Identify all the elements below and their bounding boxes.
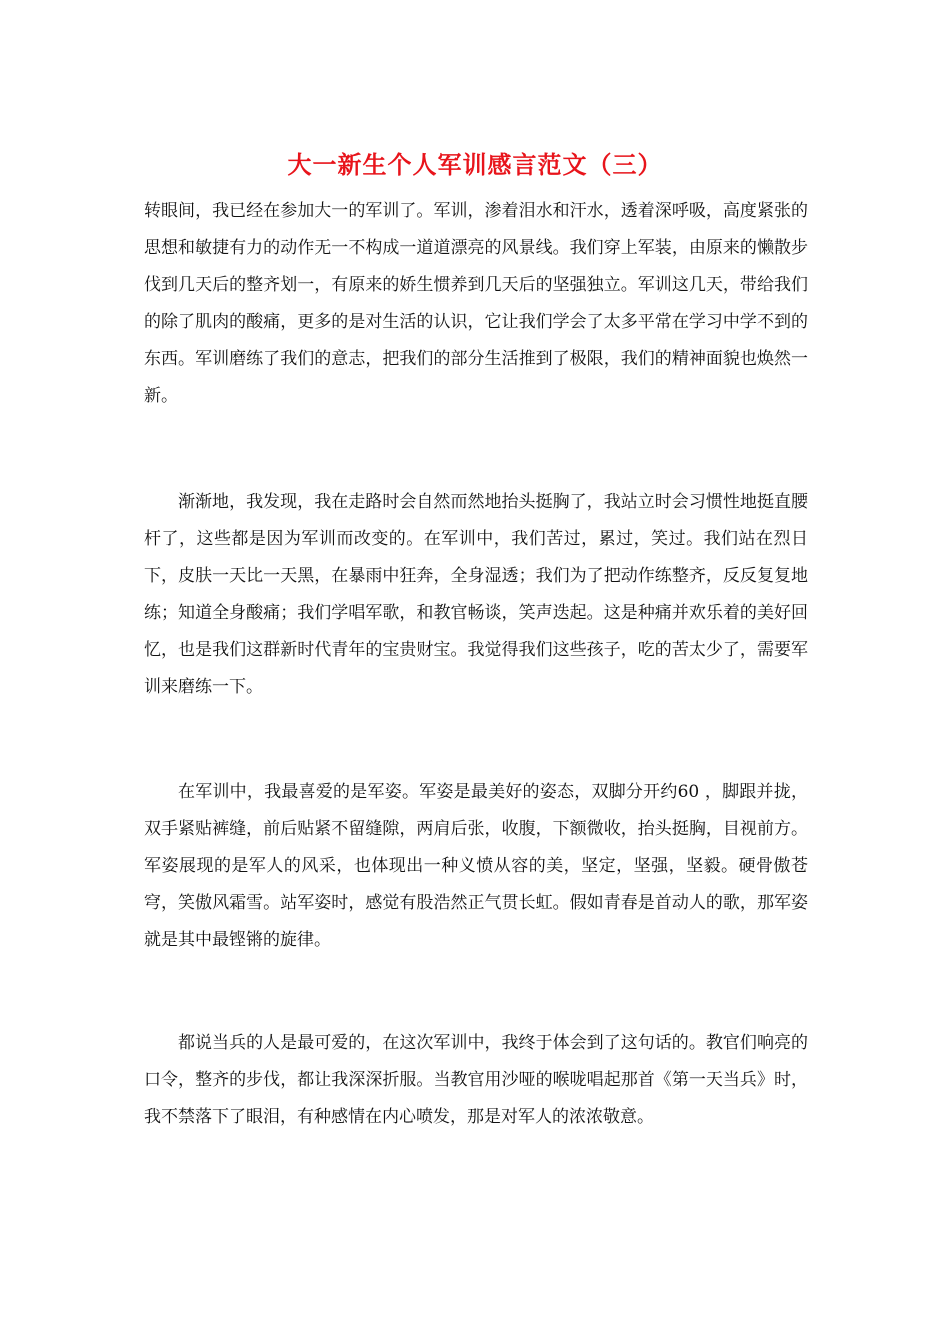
paragraph-4: 都说当兵的人是最可爱的，在这次军训中，我终于体会到了这句话的。教官们响亮的口令，整齐的步伐，都让我深深折服。当教官用沙哑的喉咙唱起那首《第一天当兵》时，我不禁落下了眼泪，有种感情在内心喷发，那是对军人的浓浓敬意。: [144, 1033, 808, 1127]
document-title: 大一新生个人军训感言范文（三）: [287, 150, 663, 179]
paragraph-1: 转眼间，我已经在参加大一的军训了。军训，渗着泪水和汗水，透着深呼吸，高度紧张的思想和敏捷有力的动作无一不构成一道道漂亮的风景线。我们穿上军装，由原来的懒散步伐到几天后的整齐划一，有原来的娇生惯养到几天后的坚强独立。军训这几天，带给我们的除了肌肉的酸痛，更多的是对生活的认识，它让我们学会了太多平常在学习中学不到的东西。军训磨练了我们的意志，把我们的部分生活推到了极限，我们的精神面貌也焕然一新。: [144, 201, 808, 406]
paragraph-3: 在军训中，我最喜爱的是军姿。军姿是最美好的姿态，双脚分开约60 ，脚跟并拢，双手紧贴裤缝，前后贴紧不留缝隙，两肩后张，收腹，下额微收，抬头挺胸，目视前方。军姿展现的是军人的风采，也体现出一种义愤从容的美，坚定，坚强，坚毅。硬骨傲苍穹，笑傲风霜雪。站军姿时，感觉有股浩然正气贯长虹。假如青春是首动人的歌，那军姿就是其中最铿锵的旋律。: [144, 782, 808, 950]
paragraph-2: 渐渐地，我发现，我在走路时会自然而然地抬头挺胸了，我站立时会习惯性地挺直腰杆了，这些都是因为军训而改变的。在军训中，我们苦过，累过，笑过。我们站在烈日下，皮肤一天比一天黑，在暴雨中狂奔，全身湿透；我们为了把动作练整齐，反反复复地练；知道全身酸痛；我们学唱军歌，和教官畅谈，笑声迭起。这是种痛并欢乐着的美好回忆，也是我们这群新时代青年的宝贵财宝。我觉得我们这些孩子，吃的苦太少了，需要军训来磨练一下。: [144, 492, 808, 697]
